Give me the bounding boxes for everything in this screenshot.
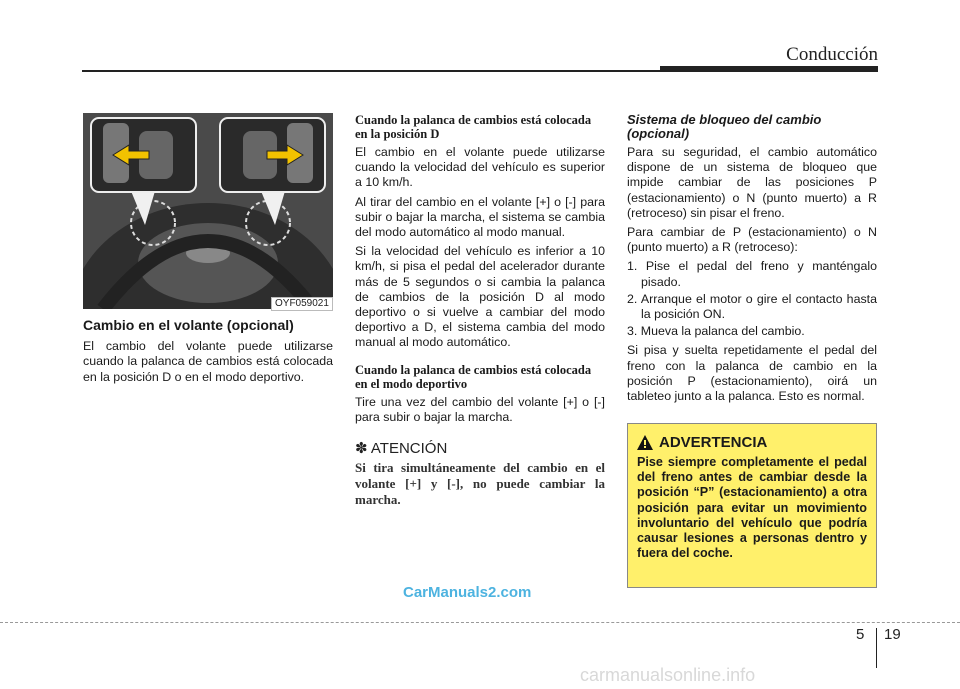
paragraph: El cambio del volante puede utilizarse cuando la palanca de cambios está colocada en la posición D o en el modo deportivo. — [83, 339, 333, 384]
warning-body: Pise siempre completamente el pedal del freno antes de cambiar desde la posición “P” (estacionamiento) a otra posición para evitar un movimiento involuntario del vehículo que podría causar lesiones a personas dentro y fuera del coche. — [637, 455, 867, 561]
subheading-position-d: Cuando la palanca de cambios está colocada en la posición D — [355, 113, 592, 141]
page-number-separator — [876, 628, 877, 668]
page-number-value: 19 — [884, 626, 901, 643]
list-item: 3. Mueva la palanca del cambio. — [627, 324, 805, 339]
attention-heading: ✽ ATENCIÓN — [355, 440, 448, 458]
attention-body: Si tira simultáneamente del cambio en el volante [+] y [-], no puede cambiar la marcha. — [355, 460, 605, 508]
column-1 — [83, 318, 333, 389]
steering-wheel-photo — [83, 113, 333, 309]
figure-code: OYF059021 — [271, 297, 333, 311]
watermark-top[interactable]: CarManuals2.com — [403, 584, 532, 601]
warning-header — [637, 434, 867, 451]
header-rule-thick — [660, 66, 878, 72]
subheading-sport-mode: Cuando la palanca de cambios está colocada en el modo deportivo — [355, 362, 592, 391]
paragraph: Al tirar del cambio en el volante [+] o [-] para subir o bajar la marcha, el sistema se cambia del modo automático al modo manual. — [355, 194, 605, 240]
column-2 — [355, 113, 605, 512]
paragraph: Tire una vez del cambio del volante [+] o [-] para subir o bajar la marcha. — [355, 394, 605, 424]
chapter-number: 5 — [856, 626, 865, 643]
chapter-title: Conducción — [786, 44, 878, 65]
paragraph: Para cambiar de P (estacionamiento) o N (punto muerto) a R (retroceso): — [627, 225, 877, 255]
paragraph: Para su seguridad, el cambio automático dispone de un sistema de bloqueo que impide cambiar de las posiciones P (estacionamiento) o N (punto muerto) a R (retroceso) sin pisar el freno. — [627, 145, 877, 220]
footer-dashed-rule — [0, 622, 960, 623]
warning-icon — [637, 435, 653, 450]
list-item: 1. Pise el pedal del freno y manténgalo pisado. — [627, 259, 877, 289]
column-3 — [627, 113, 877, 408]
list-item: 2. Arranque el motor o gire el contacto hasta la posición ON. — [627, 291, 877, 322]
warning-box — [627, 423, 877, 588]
warning-title: ADVERTENCIA — [659, 434, 768, 451]
watermark-bottom[interactable]: carmanualsonline.info — [580, 665, 756, 685]
section-heading-paddle-shift: Cambio en el volante (opcional) — [83, 317, 294, 333]
paragraph: Si pisa y suelta repetidamente el pedal del freno con la palanca de cambio en la posición P (estacionamiento), oirá un tableteo junto a la palanca. Esto es normal. — [627, 343, 877, 404]
paragraph: El cambio en el volante puede utilizarse cuando la velocidad del vehículo es superior a 10 km/h. — [355, 145, 605, 190]
paragraph: Si la velocidad del vehículo es inferior a 10 km/h, si pisa el pedal del acelerador durante más de 5 segundos o si cambia la palanca de cambios de la posición D al modo deportivo o si vuelve a cambiar del modo deportivo a D, el sistema cambia del modo manual al modo automático. — [355, 244, 605, 350]
header-rule — [82, 70, 662, 72]
steps-list — [627, 259, 877, 339]
page-number — [856, 626, 864, 643]
steering-wheel-illustration — [83, 113, 333, 309]
section-heading-shift-lock: Sistema de bloqueo del cambio (opcional) — [627, 112, 822, 141]
